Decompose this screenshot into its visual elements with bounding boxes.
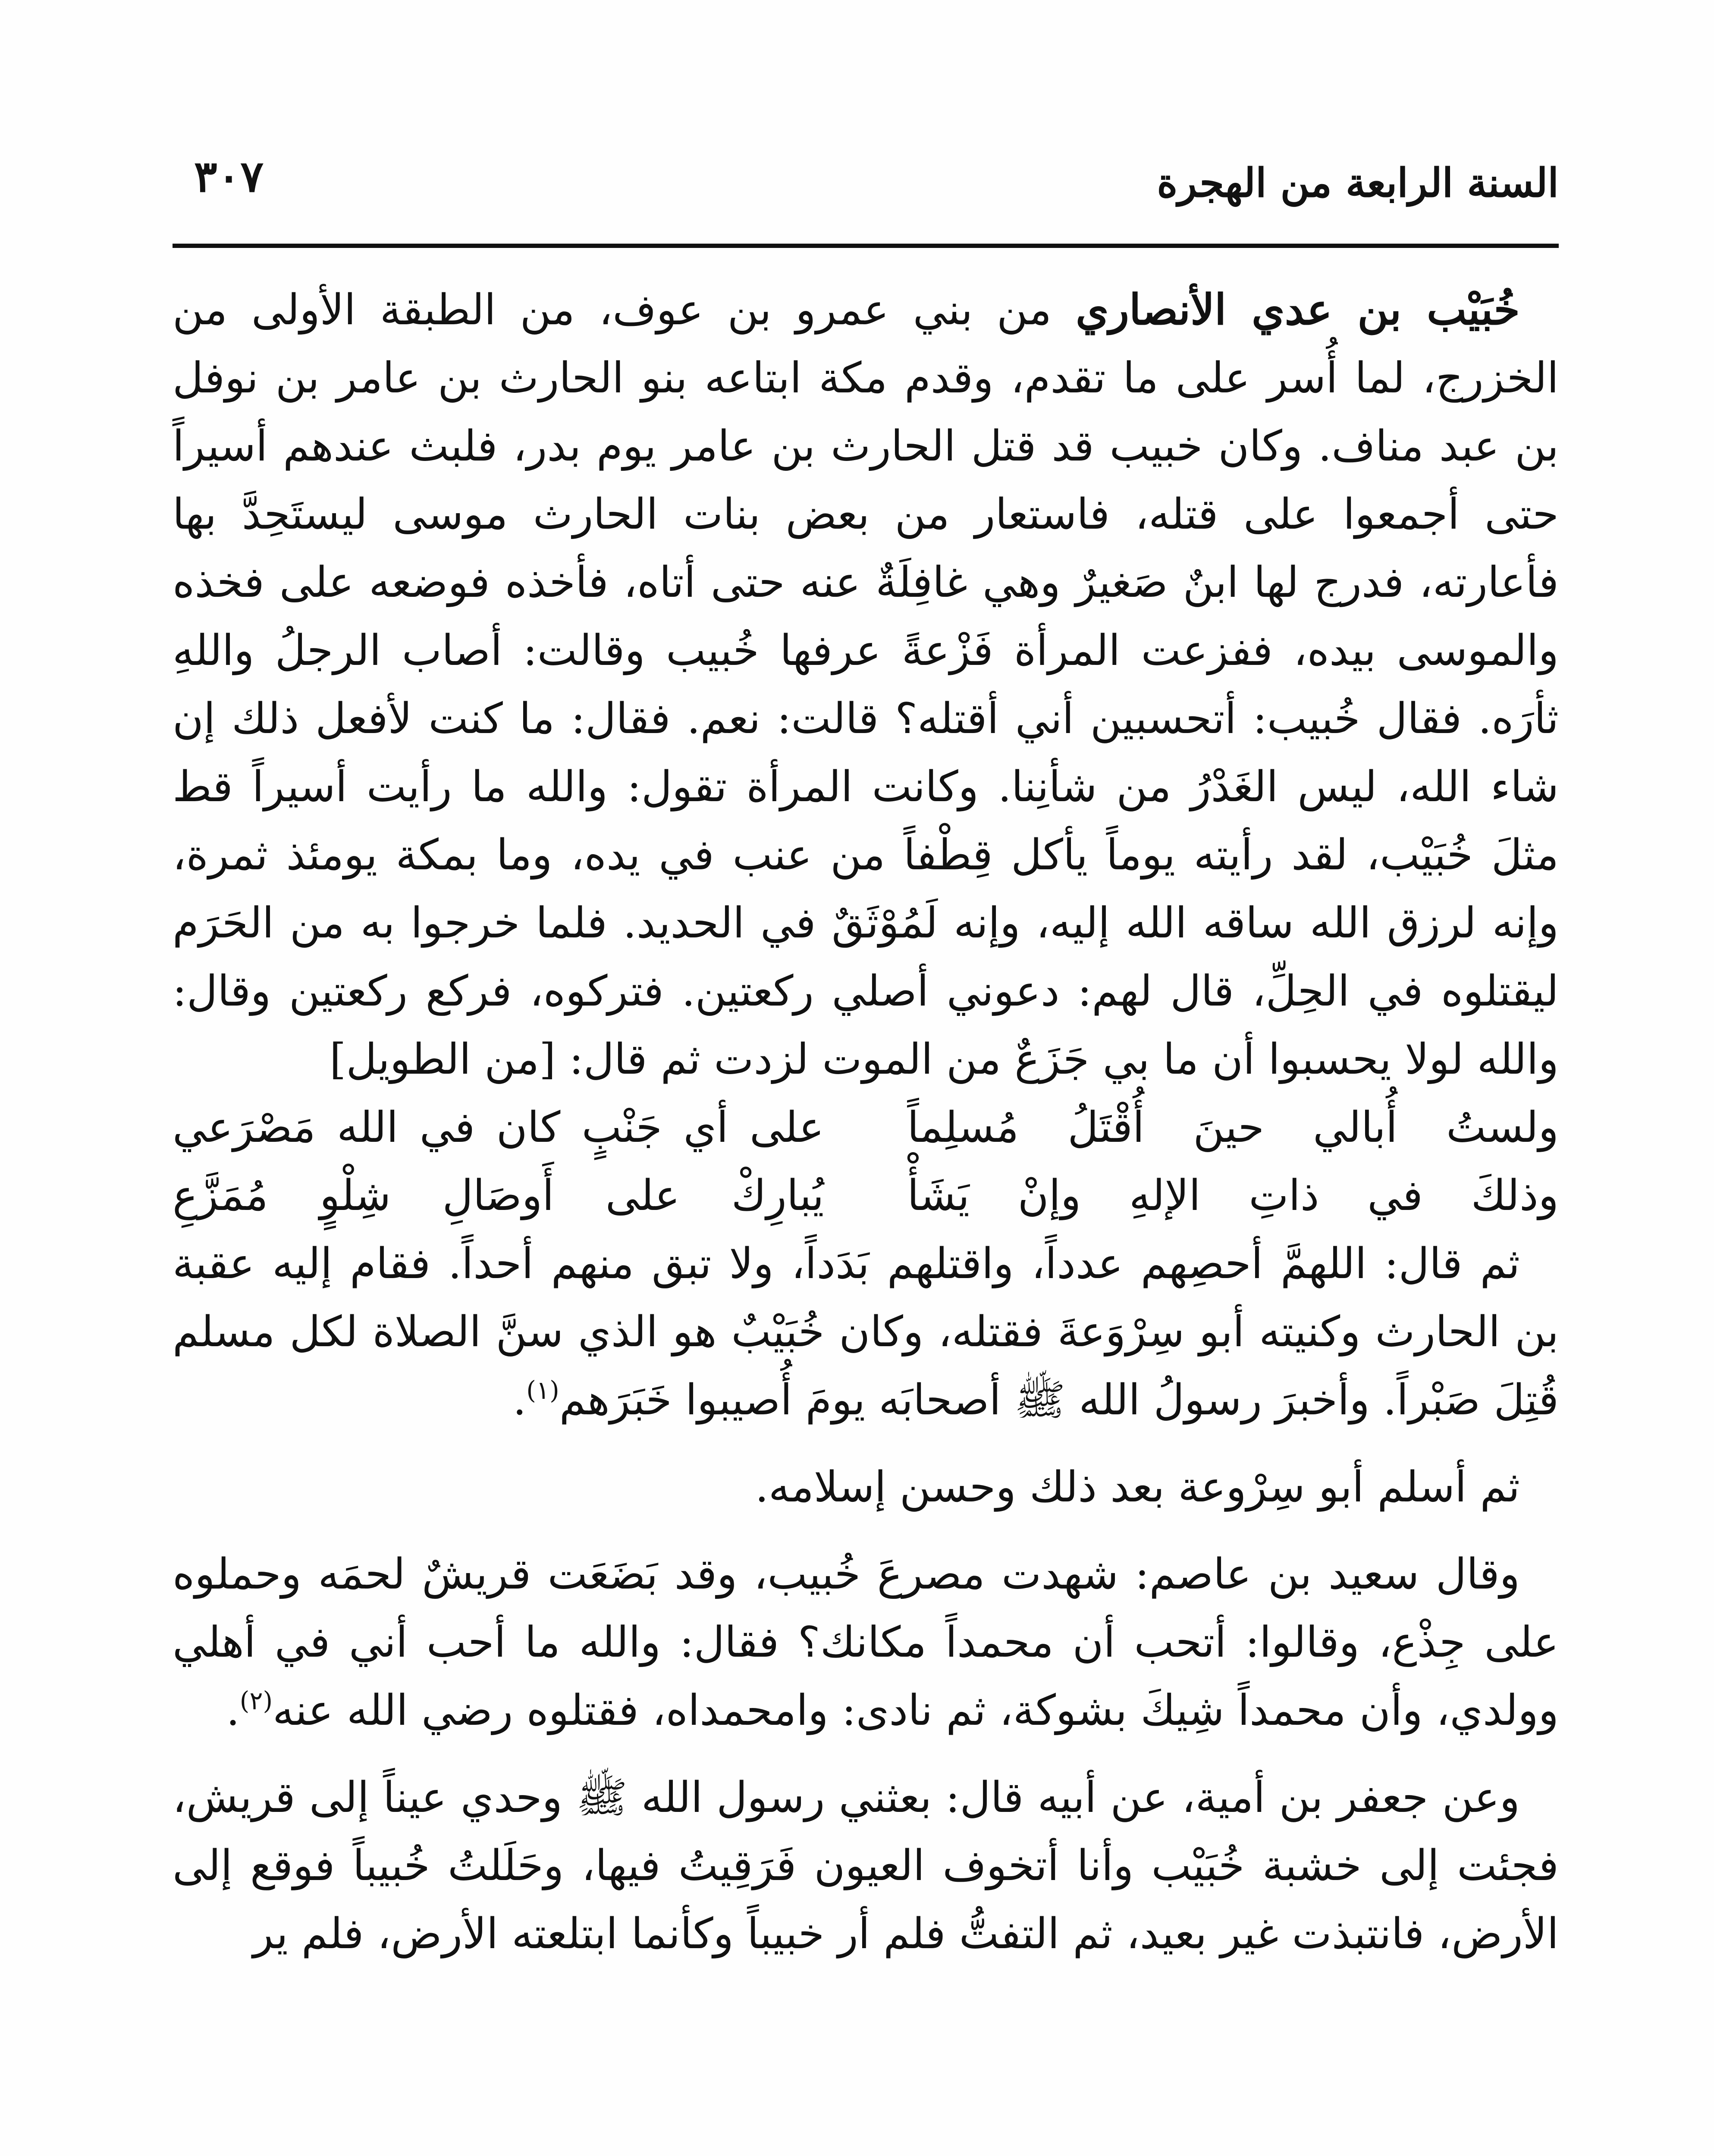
paragraph-end: . (226, 1686, 240, 1735)
poem (173, 1094, 1559, 1230)
verse-second-hemistich: على أي جَنْبٍ كان في الله مَصْرَعي (173, 1103, 824, 1152)
verse (173, 1162, 1559, 1230)
verse (173, 1094, 1559, 1162)
poem-meter: [من الطويل] (330, 1035, 556, 1084)
paragraph-text: ثم أسلم أبو سِرْوعة بعد ذلك وحسن إسلامه. (755, 1463, 1520, 1512)
footnote-ref[interactable]: (١) (526, 1376, 559, 1405)
paragraph-prayer (173, 1230, 1559, 1434)
paragraph-abu-sirwa (173, 1453, 1559, 1521)
paragraph-end: . (513, 1376, 527, 1425)
paragraph-text: من بني عمرو بن عوف، من الطبقة الأولى من الخزرج، لما أُسر على ما تقدم، وقدم مكة ابتاعه بنو الحارث بن عامر بن نوفل بن عبد مناف. وكان خبيب قد قتل الحارث بن عامر يوم بدر، فلبث عندهم أسيراً حتى أجمعوا على قتله، فاستعار من بعض بنات الحارث موسى ليستَحِدَّ بها فأعارته، فدرج لها ابنٌ صَغيرٌ وهي غافِلَةٌ عنه حتى أتاه، فأخذه فوضعه على فخذه والموسى بيده، ففزعت المرأة فَزْعةً عرفها خُبيب وقالت: أصاب الرجلُ واللهِ ثأرَه. فقال خُبيب: أتحسبين أني أقتله؟ قالت: نعم. فقال: ما كنت لأفعل ذلك إن شاء الله، ليس الغَدْرُ من شأنِنا. وكانت المرأة تقول: والله ما رأيت أسيراً قط مثلَ خُبَيْب، لقد رأيته يوماً يأكل قِطْفاً من عنب في يده، وما بمكة يومئذ ثمرة، وإنه لرزق الله ساقه الله إليه، وإنه لَمُوْثَقٌ في الحديد. فلما خرجوا به من الحَرَم ليقتلوه في الحِلِّ، قال لهم: دعوني أصلي ركعتين. فتركوه، فركع ركعتين وقال: والله لولا يحسبوا أن ما بي جَزَعٌ من الموت لزدت ثم قال: (173, 285, 1559, 1084)
page-header (173, 142, 1559, 229)
lead-name: خُبَيْب بن عدي الأنصاري (1075, 285, 1520, 335)
paragraph-text: ثم قال: اللهمَّ أحصِهم عدداً، واقتلهم بَدَداً، ولا تبق منهم أحداً. فقام إليه عقبة بن الحارث وكنيته أبو سِرْوَعةَ فقتله، وكان خُبَيْبٌ هو الذي سنَّ الصلاة لكل مسلم قُتِلَ صَبْراً. وأخبرَ رسولُ الله ﷺ أصحابَه يومَ أُصيبوا خَبَرَهم (173, 1239, 1559, 1425)
paragraph-said (173, 1540, 1559, 1745)
verse-first-hemistich: وذلكَ في ذاتِ الإلهِ وإنْ يَشَأْ (907, 1171, 1559, 1220)
page-number: ٣٠٧ (194, 151, 264, 202)
footnote-ref[interactable]: (٢) (239, 1686, 273, 1715)
paragraph-jafar (173, 1764, 1559, 1968)
paragraph-text: وقال سعيد بن عاصم: شهدت مصرعَ خُبيب، وقد بَضَعَت قريشٌ لحمَه وحملوه على جِذْع، وقالوا: أتحب أن محمداً مكانك؟ فقال: والله ما أحب أني في أهلي وولدي، وأن محمداً شِيكَ بشوكة، ثم نادى: وامحمداه، فقتلوه رضي الله عنه (173, 1550, 1559, 1735)
main-text (173, 276, 1559, 1968)
running-title: السنة الرابعة من الهجرة (1157, 160, 1559, 206)
header-rule (173, 244, 1559, 248)
paragraph-text: وعن جعفر بن أمية، عن أبيه قال: بعثني رسول الله ﷺ وحدي عيناً إلى قريش، فجئت إلى خشبة خُبَيْب وأنا أتخوف العيون فَرَقِيتُ فيها، وحَلَلتُ خُبيباً فوقع إلى الأرض، فانتبذت غير بعيد، ثم التفتُّ فلم أر خبيباً وكأنما ابتلعته الأرض، فلم ير (173, 1773, 1559, 1959)
verse-first-hemistich: ولستُ أُبالي حينَ أُقْتَلُ مُسلِماً (907, 1103, 1559, 1152)
verse-second-hemistich: يُبارِكْ على أَوصَالِ شِلْوٍ مُمَزَّعِ (173, 1171, 824, 1220)
paragraph-khubayb (173, 276, 1559, 1094)
